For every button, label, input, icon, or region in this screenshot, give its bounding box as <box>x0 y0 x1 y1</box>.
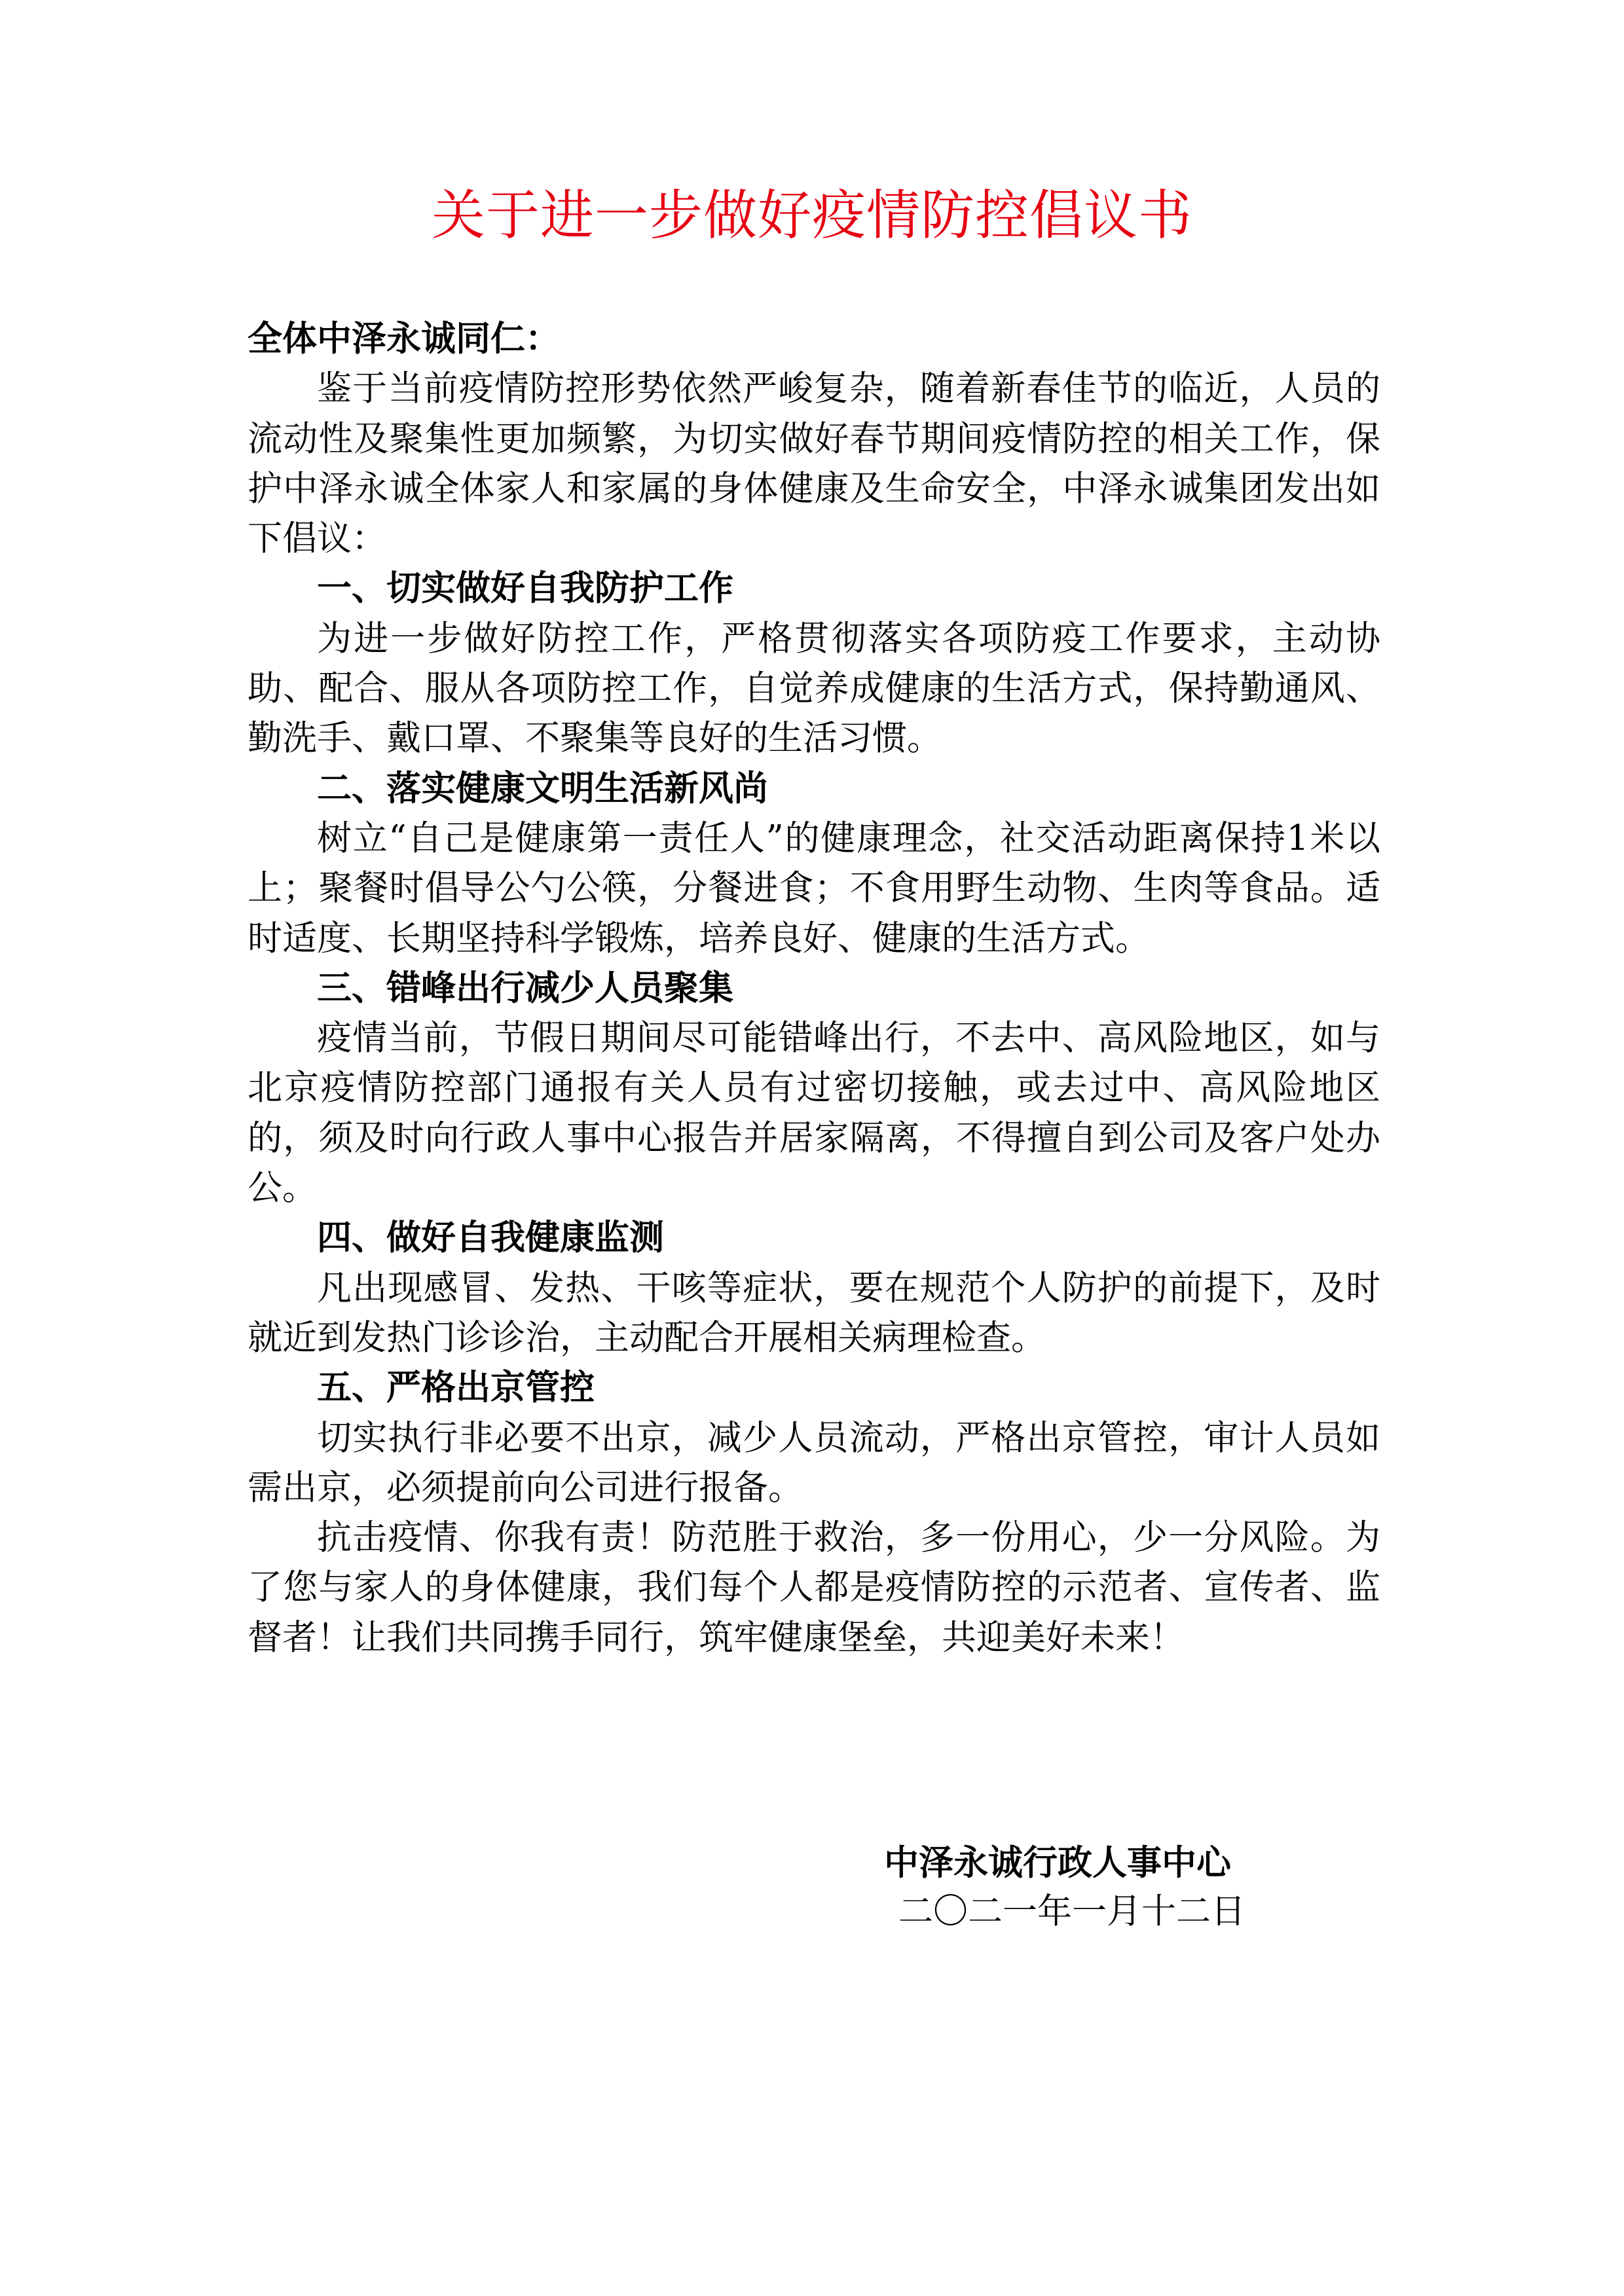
section-paragraph: 树立“自己是健康第一责任人”的健康理念，社交活动距离保持1米以上；聚餐时倡导公勺公筷，分餐进食；不食用野生动物、生肉等食品。适时适度、长期坚持科学锻炼，培养良好、健康的生活方式。 <box>248 818 1380 958</box>
section-heading: 一、切实做好自我防护工作 <box>317 568 733 609</box>
section-heading: 二、落实健康文明生活新风尚 <box>317 768 768 809</box>
section-heading: 五、严格出京管控 <box>317 1368 595 1408</box>
document-body <box>248 314 1380 1663</box>
section-paragraph: 凡出现感冒、发热、干咳等症状，要在规范个人防护的前提下，及时就近到发热门诊诊治，主动配合开展相关病理检查。 <box>248 1267 1380 1358</box>
document-title: 关于进一步做好疫情防控倡议书 <box>431 185 1192 247</box>
section-heading: 四、做好自我健康监测 <box>317 1218 664 1258</box>
section-heading: 三、错峰出行减少人员聚集 <box>317 968 733 1008</box>
signature: 中泽永诚行政人事中心 <box>884 1843 1231 1883</box>
section-paragraph: 为进一步做好防控工作，严格贯彻落实各项防疫工作要求，主动协助、配合、服从各项防控工作，自觉养成健康的生活方式，保持勤通风、勤洗手、戴口罩、不聚集等良好的生活习惯。 <box>248 618 1380 759</box>
section-paragraph: 疫情当前，节假日期间尽可能错峰出行，不去中、高风险地区，如与北京疫情防控部门通报有关人员有过密切接触，或去过中、高风险地区的，须及时向行政人事中心报告并居家隔离，不得擅自到公司及客户处办公。 <box>248 1018 1380 1209</box>
section-paragraph: 切实执行非必要不出京，减少人员流动，严格出京管控，审计人员如需出京，必须提前向公司进行报备。 <box>248 1417 1380 1508</box>
signature-date: 二〇二一年一月十二日 <box>898 1891 1246 1931</box>
closing-paragraph: 抗击疫情、你我有责！防范胜于救治，多一份用心，少一分风险。为了您与家人的身体健康，我们每个人都是疫情防控的示范者、宣传者、监督者！让我们共同携手同行，筑牢健康堡垒，共迎美好未来！ <box>248 1518 1380 1658</box>
salutation: 全体中泽永诚同仁： <box>248 319 560 359</box>
intro-paragraph: 鉴于当前疫情防控形势依然严峻复杂，随着新春佳节的临近，人员的流动性及聚集性更加频繁，为切实做好春节期间疫情防控的相关工作，保护中泽永诚全体家人和家属的身体健康及生命安全，中泽永诚集团发出如下倡议： <box>248 369 1380 559</box>
